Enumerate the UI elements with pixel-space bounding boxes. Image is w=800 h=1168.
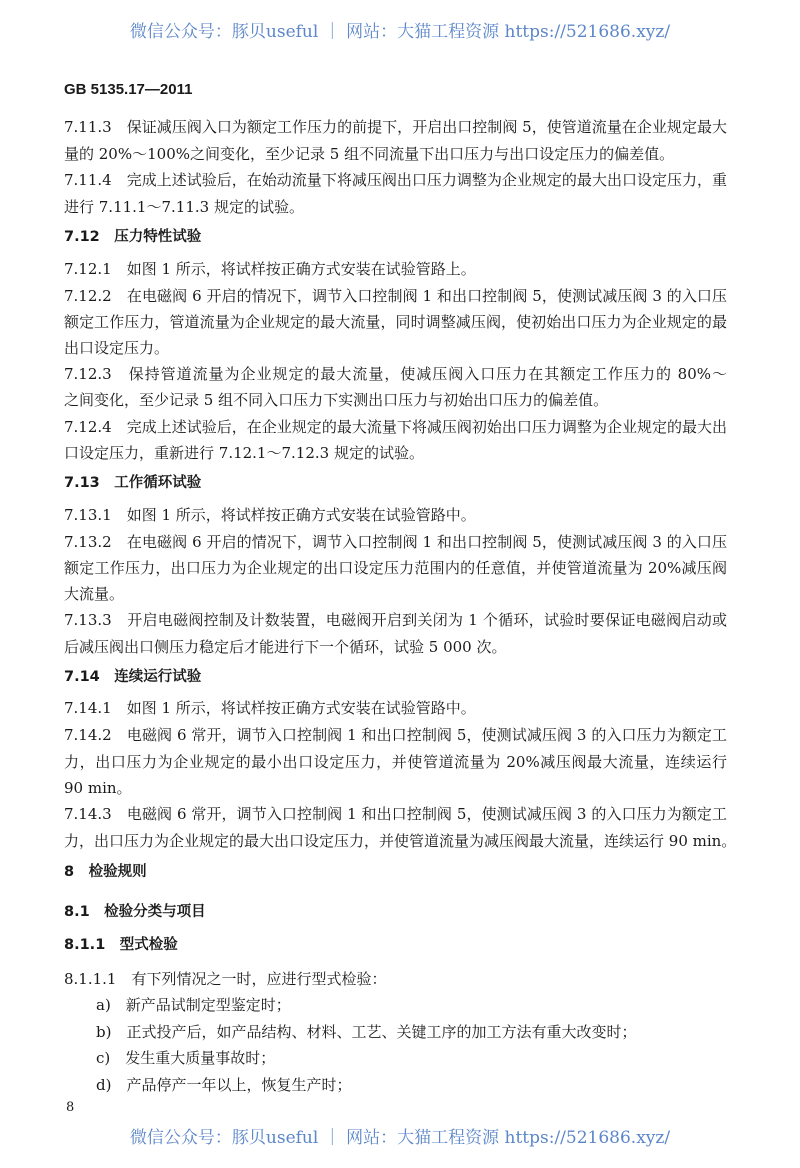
- section-heading: 8 检验规则: [64, 864, 147, 880]
- list-item: c) 发生重大质量事故时；: [96, 1049, 276, 1067]
- paragraph-line: 额定工作压力，出口压力为企业规定的出口设定压力范围内的任意值，并使管道流量为 20%减压阀: [64, 559, 727, 577]
- paragraph-line: 进行 7.11.1～7.11.3 规定的试验。: [64, 198, 304, 216]
- paragraph-line: 7.12.3 保持管道流量为企业规定的最大流量，使减压阀入口压力在其额定工作压力的 80%～: [64, 365, 727, 383]
- paragraph-line: 出口设定压力。: [64, 339, 170, 357]
- paragraph-line: 7.11.3 保证减压阀入口为额定工作压力的前提下，开启出口控制阀 5，使管道流量在企业规定最大: [64, 118, 727, 136]
- paragraph-line: 7.12.4 完成上述试验后，在企业规定的最大流量下将减压阀初始出口压力调整为企业规定的最大出: [64, 418, 727, 436]
- paragraph-line: 7.14.2 电磁阀 6 常开，调节入口控制阀 1 和出口控制阀 5，使测试减压阀 3 的入口压力为额定工: [64, 726, 727, 744]
- section-heading: 8.1 检验分类与项目: [64, 904, 206, 920]
- paragraph-line: 7.14.1 如图 1 所示，将试样按正确方式安装在试验管路中。: [64, 699, 476, 717]
- paragraph-line: 之间变化，至少记录 5 组不同入口压力下实测出口压力与初始出口压力的偏差值。: [64, 391, 609, 409]
- paragraph-line: 8.1.1.1 有下列情况之一时，应进行型式检验：: [64, 970, 387, 988]
- paragraph-line: 量的 20%～100%之间变化，至少记录 5 组不同流量下出口压力与出口设定压力的偏差值。: [64, 145, 675, 163]
- paragraph-line: 7.12.2 在电磁阀 6 开启的情况下，调节入口控制阀 1 和出口控制阀 5，使测试减压阀 3 的入口压: [64, 287, 727, 305]
- section-heading: 7.14 连续运行试验: [64, 669, 202, 685]
- paragraph-line: 力，出口压力为企业规定的最小出口设定压力，并使管道流量为 20%减压阀最大流量，连续运行: [64, 753, 727, 771]
- paragraph-line: 大流量。: [64, 585, 125, 603]
- page-number: 8: [66, 1100, 75, 1115]
- paragraph-line: 7.12.1 如图 1 所示，将试样按正确方式安装在试验管路上。: [64, 260, 476, 278]
- paragraph-line: 90 min。: [64, 779, 132, 797]
- paragraph-line: 7.13.3 开启电磁阀控制及计数装置，电磁阀开启到关闭为 1 个循环，试验时要保证电磁阀启动或: [64, 611, 727, 629]
- standard-number-header: GB 5135.17—2011: [64, 81, 193, 98]
- list-item: b) 正式投产后，如产品结构、材料、工艺、关键工序的加工方法有重大改变时；: [96, 1023, 637, 1041]
- section-heading: 7.13 工作循环试验: [64, 475, 202, 491]
- paragraph-line: 力，出口压力为企业规定的最大出口设定压力，并使管道流量为减压阀最大流量，连续运行 90 min。: [64, 832, 737, 850]
- section-heading: 8.1.1 型式检验: [64, 937, 178, 953]
- paragraph-line: 后减压阀出口侧压力稳定后才能进行下一个循环，试验 5 000 次。: [64, 638, 507, 656]
- watermark-top: 微信公众号：豚贝useful ｜ 网站：大猫工程资源 https://521686.xyz/: [129, 22, 671, 42]
- paragraph-line: 口设定压力，重新进行 7.12.1～7.12.3 规定的试验。: [64, 444, 424, 462]
- paragraph-line: 7.11.4 完成上述试验后，在始动流量下将减压阀出口压力调整为企业规定的最大出口设定压力，重: [64, 171, 727, 189]
- paragraph-line: 额定工作压力，管道流量为企业规定的最大流量，同时调整减压阀，使初始出口压力为企业规定的最: [64, 313, 727, 331]
- paragraph-line: 7.13.1 如图 1 所示，将试样按正确方式安装在试验管路中。: [64, 506, 476, 524]
- watermark-bottom: 微信公众号：豚贝useful ｜ 网站：大猫工程资源 https://521686.xyz/: [129, 1128, 671, 1148]
- list-item: d) 产品停产一年以上，恢复生产时；: [96, 1076, 352, 1094]
- list-item: a) 新产品试制定型鉴定时；: [96, 996, 291, 1014]
- section-heading: 7.12 压力特性试验: [64, 229, 202, 245]
- paragraph-line: 7.14.3 电磁阀 6 常开，调节入口控制阀 1 和出口控制阀 5，使测试减压阀 3 的入口压力为额定工: [64, 805, 727, 823]
- paragraph-line: 7.13.2 在电磁阀 6 开启的情况下，调节入口控制阀 1 和出口控制阀 5，使测试减压阀 3 的入口压: [64, 533, 727, 551]
